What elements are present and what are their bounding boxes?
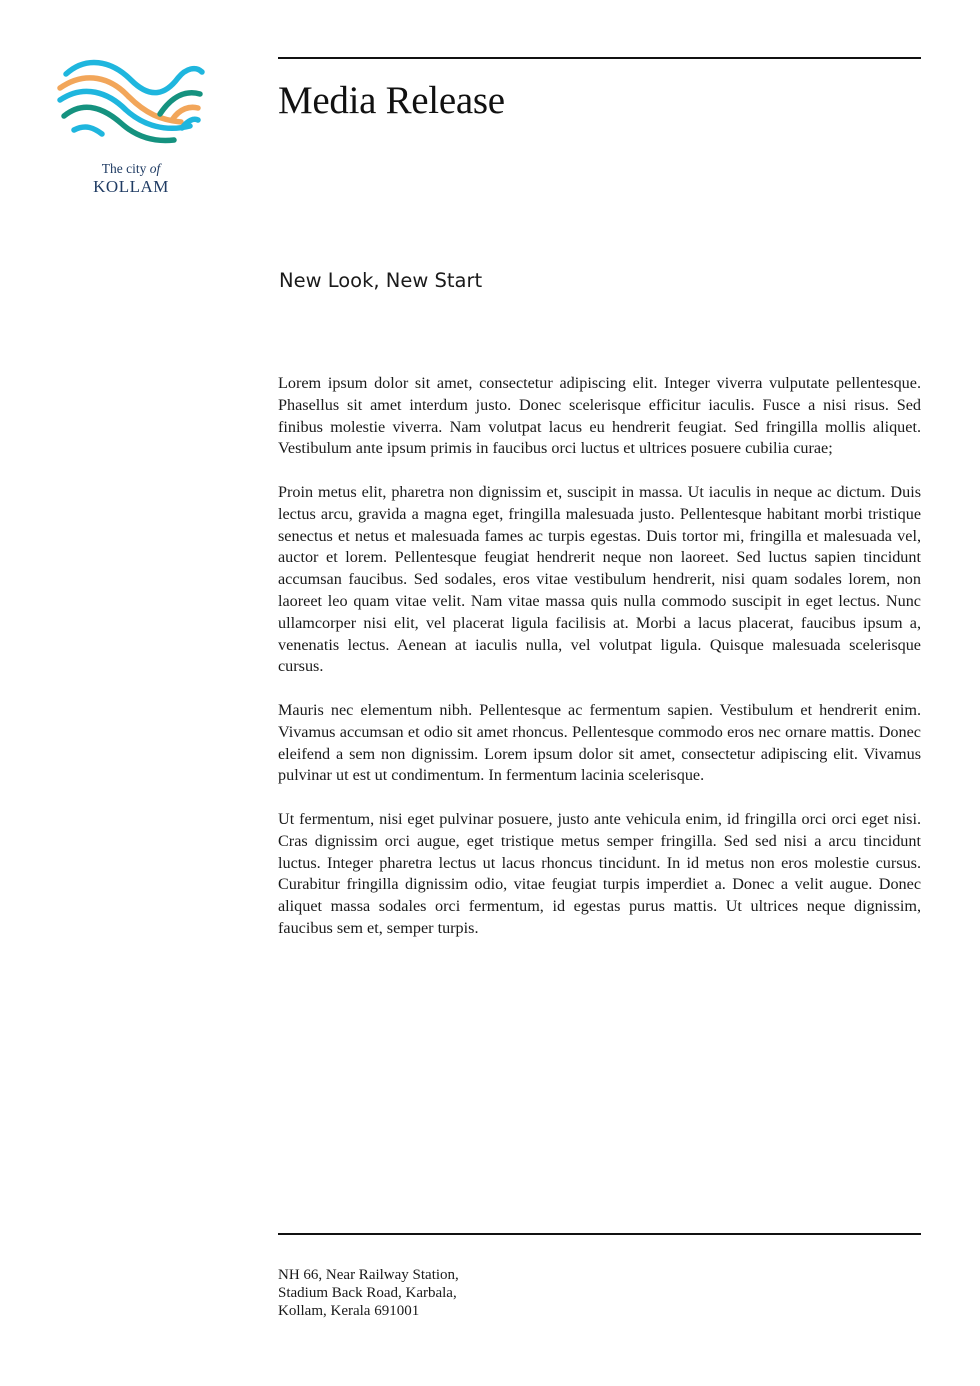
header-divider	[278, 57, 921, 59]
address-line: Stadium Back Road, Karbala,	[278, 1285, 457, 1301]
address-line: NH 66, Near Railway Station,	[278, 1267, 459, 1283]
logo-caption	[56, 162, 206, 195]
body-paragraph: Lorem ipsum dolor sit amet, consectetur adipiscing elit. Integer viverra vulputate pellentesque. Phasellus sit amet interdum justo. Donec scelerisque efficitur iaculis. Fusce a nisi risus. Sed finibus molestie viverra. Nam volutpat lacus eu hendrerit feugiat. Sed fringilla mollis aliquet. Vestibulum ante ipsum primis in faucibus orci luctus et ultrices posuere cubilia curae;	[278, 374, 921, 458]
waves-logo-icon	[56, 56, 206, 156]
page-title: Media Release	[278, 79, 505, 122]
address-line: Kollam, Kerala 691001	[278, 1303, 420, 1319]
release-headline: New Look, New Start	[279, 269, 483, 292]
body-paragraph: Mauris nec elementum nibh. Pellentesque ac fermentum sapien. Vestibulum et hendrerit enim. Vivamus accumsan et odio sit amet rhoncus. Pellentesque commodo eros nec ornare mattis. Donec eleifend a sem non dignissim. Lorem ipsum dolor sit amet, consectetur adipiscing elit. Vivamus pulvinar ut est ut condimentum. In fermentum lacinia scelerisque.	[278, 700, 921, 785]
footer-address	[278, 1266, 459, 1320]
body-paragraph: Ut fermentum, nisi eget pulvinar posuere, justo ante vehicula enim, id fringilla orci orci eget nisi. Cras dignissim orci augue, eget tristique metus semper fringilla. Sed sed nisi a arcu tincidunt luctus. Integer pharetra lectus ut lacus rhoncus tincidunt. In id metus non eros molestie cursus. Curabitur fringilla dignissim odio, vitae feugiat turpis imperdiet a. Donec a velit augue. Donec aliquet massa sodales orci fermentum, id egestas purus mattis. Ut ultrices neque dignissim, faucibus sem et, semper turpis.	[278, 809, 921, 937]
body-paragraph: Proin metus elit, pharetra non dignissim et, suscipit in massa. Ut iaculis in neque ac dictum. Duis lectus arcu, gravida a magna eget, fringilla malesuada justo. Pellentesque habitant morbi tristique senectus et netus et malesuada fames ac turpis egestas. Duis tortor mi, fringilla et malesuada vel, auctor et lorem. Pellentesque feugiat hendrerit neque non laoreet. Sed luctus sapien tincidunt accumsan faucibus. Sed sodales, eros vitae vestibulum hendrerit, nisi quam sodales lorem, non laoreet leo quam vitae velit. Nam vitae massa quis nulla commodo suscipit in eget lectus. Nunc ullamcorper nisi elit, vel placerat ligula facilisis at. Morbi a lacus placerat, faucibus ipsum a, venenatis lectus. Aenean at iaculis nulla, vel volutpat ligula. Quisque malesuada scelerisque cursus.	[278, 482, 921, 676]
release-body	[278, 373, 921, 962]
footer-divider	[278, 1233, 921, 1235]
city-logo	[56, 56, 206, 206]
logo-city-name: KOLLAM	[93, 176, 169, 196]
logo-caption-line1: The city of	[101, 161, 161, 176]
